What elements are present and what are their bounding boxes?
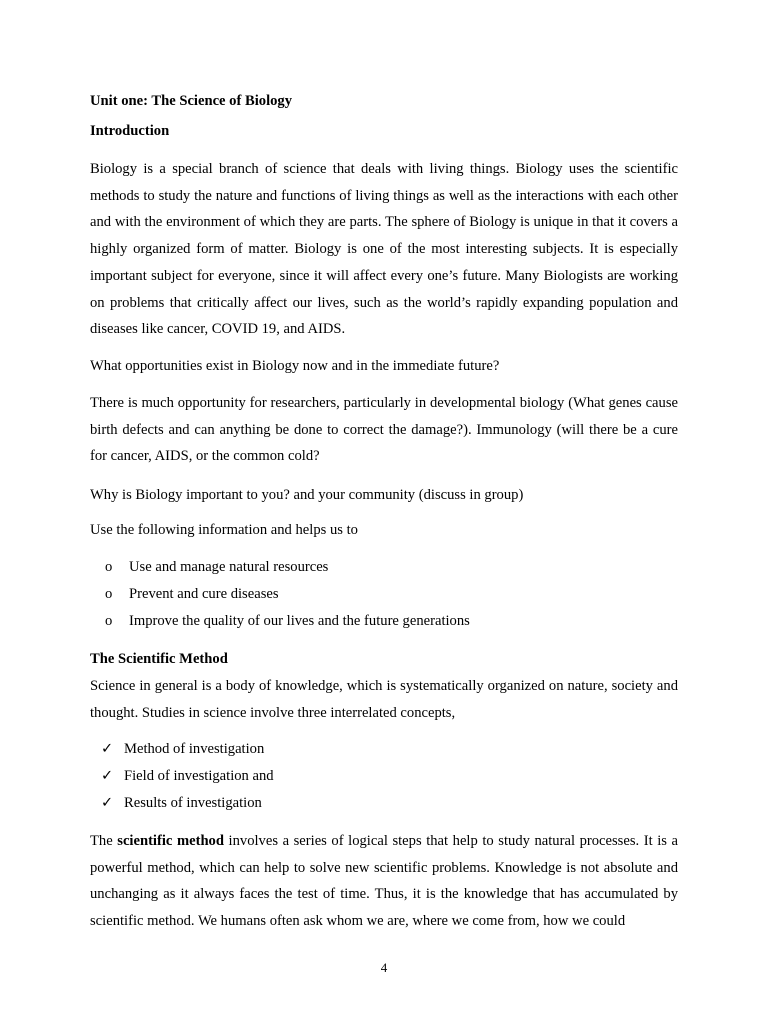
paragraph-lead: The <box>90 833 118 849</box>
list-item <box>105 608 678 635</box>
list-item-text: Use and manage natural resources <box>129 559 329 575</box>
introduction-heading: Introduction <box>90 123 170 139</box>
list-item <box>101 790 678 817</box>
checkmark-icon: ✓ <box>101 795 114 811</box>
circle-bullet-icon: o <box>105 586 113 602</box>
page-number: 4 <box>380 960 388 975</box>
scientific-method-paragraph <box>90 828 678 935</box>
scientific-method-term: scientific method <box>117 833 224 849</box>
checkmark-icon: ✓ <box>101 741 114 757</box>
list-item-text: Prevent and cure diseases <box>129 586 279 602</box>
list-item <box>105 581 678 608</box>
circle-bullet-icon: o <box>105 613 113 629</box>
science-paragraph: Science in general is a body of knowledge, which is systematically organized on nature, society and thought. Studies in science involve three interrelated concepts, <box>90 678 678 721</box>
importance-question: Why is Biology important to you? and your community (discuss in group) <box>90 487 524 503</box>
check-bullet-list <box>101 736 678 817</box>
list-item <box>101 736 678 763</box>
list-item-text: Improve the quality of our lives and the future generations <box>129 613 470 629</box>
opportunities-question: What opportunities exist in Biology now and in the immediate future? <box>90 358 500 374</box>
list-item <box>105 554 678 581</box>
opportunity-paragraph: There is much opportunity for researchers, particularly in developmental biology (What genes cause birth defects and can anything be done to correct the damage?). Immunology (will there be a cure for cancer, AIDS, or the common cold? <box>90 395 678 465</box>
unit-title: Unit one: The Science of Biology <box>90 93 293 109</box>
circle-bullet-list <box>105 554 678 635</box>
circle-bullet-icon: o <box>105 559 113 575</box>
list-item-text: Results of investigation <box>124 795 262 811</box>
checkmark-icon: ✓ <box>101 768 114 784</box>
list-item-text: Field of investigation and <box>124 768 274 784</box>
scientific-method-heading: The Scientific Method <box>90 651 228 667</box>
introduction-paragraph: Biology is a special branch of science that deals with living things. Biology uses the scientific methods to study the nature and functions of living things as well as the interactions with each other and with the environment of which they are parts. The sphere of Biology is unique in that it covers a highly organized form of matter. Biology is one of the most interesting subjects. It is especially important subject for everyone, since it will affect every one’s future. Many Biologists are working on problems that critically affect our lives, such as the world’s rapidly expanding population and diseases like cancer, COVID 19, and AIDS. <box>90 161 678 338</box>
paragraph-rest: involves a series of logical steps that help to study natural processes. It is a powerful method, which can help to solve new scientific problems. Knowledge is not absolute and unchanging as it always faces the test of time. Thus, it is the knowledge that has accumulated by scientific method. We humans often ask whom we are, where we come from, how we could <box>90 833 678 930</box>
list-item <box>101 763 678 790</box>
use-following-line: Use the following information and helps us to <box>90 522 358 538</box>
list-item-text: Method of investigation <box>124 741 265 757</box>
